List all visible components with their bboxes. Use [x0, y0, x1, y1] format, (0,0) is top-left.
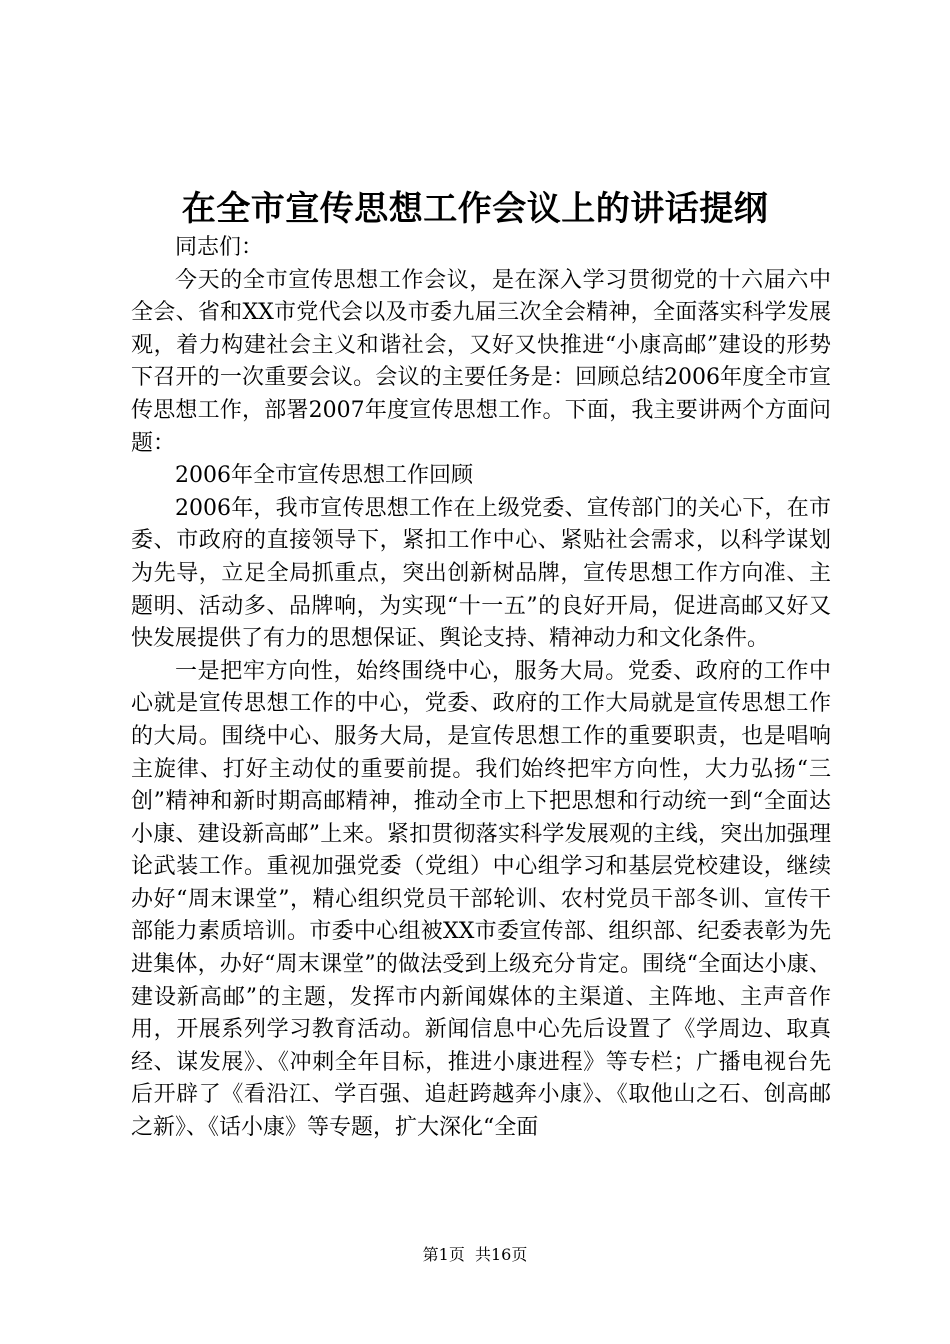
- document-body: [131, 232, 831, 1145]
- intro-paragraph: 今天的全市宣传思想工作会议，是在深入学习贯彻党的十六届六中全会、省和XX市党代会以及市委九届三次全会精神，全面落实科学发展观，着力构建社会主义和谐社会，又好又快推进“小康高邮”建设的形势下召开的一次重要会议。会议的主要任务是：回顾总结2006年度全市宣传思想工作，部署2007年度宣传思想工作。下面，我主要讲两个方面问题：: [131, 267, 831, 456]
- document-title: 在全市宣传思想工作会议上的讲话提纲: [181, 189, 769, 229]
- section-heading: 2006年全市宣传思想工作回顾: [175, 463, 473, 489]
- page-footer: [0, 1244, 950, 1266]
- salutation-paragraph: 同志们：: [175, 235, 264, 260]
- review-paragraph: 2006年，我市宣传思想工作在上级党委、宣传部门的关心下，在市委、市政府的直接领导下，紧扣工作中心、紧贴社会需求，以科学谋划为先导，立足全局抓重点，突出创新树品牌，宣传思想工作方向准、主题明、活动多、品牌响，为实现“十一五”的良好开局，促进高邮又好又快发展提供了有力的思想保证、舆论支持、精神动力和文化条件。: [131, 495, 831, 652]
- page-number: 第1页 共16页: [422, 1245, 528, 1264]
- point-one-paragraph: 一是把牢方向性，始终围绕中心，服务大局。党委、政府的工作中心就是宣传思想工作的中心，党委、政府的工作大局就是宣传思想工作的大局。围绕中心、服务大局，是宣传思想工作的重要职责，也是唱响主旋律、打好主动仗的重要前提。我们始终把牢方向性，大力弘扬“三创”精神和新时期高邮精神，推动全市上下把思想和行动统一到“全面达小康、建设新高邮”上来。紧扣贯彻落实科学发展观的主线，突出加强理论武装工作。重视加强党委（党组）中心组学习和基层党校建设，继续办好“周末课堂”，精心组织党员干部轮训、农村党员干部冬训、宣传干部能力素质培训。市委中心组被XX市委宣传部、组织部、纪委表彰为先进集体，办好“周末课堂”的做法受到上级充分肯定。围绕“全面达小康、建设新高邮”的主题，发挥市内新闻媒体的主渠道、主阵地、主声音作用，开展系列学习教育活动。新闻信息中心先后设置了《学周边、取真经、谋发展》、《冲刺全年目标，推进小康进程》等专栏；广播电视台先后开辟了《看沿江、学百强、追赶跨越奔小康》、《取他山之石、创高邮之新》、《话小康》等专题，扩大深化“全面: [131, 658, 831, 1141]
